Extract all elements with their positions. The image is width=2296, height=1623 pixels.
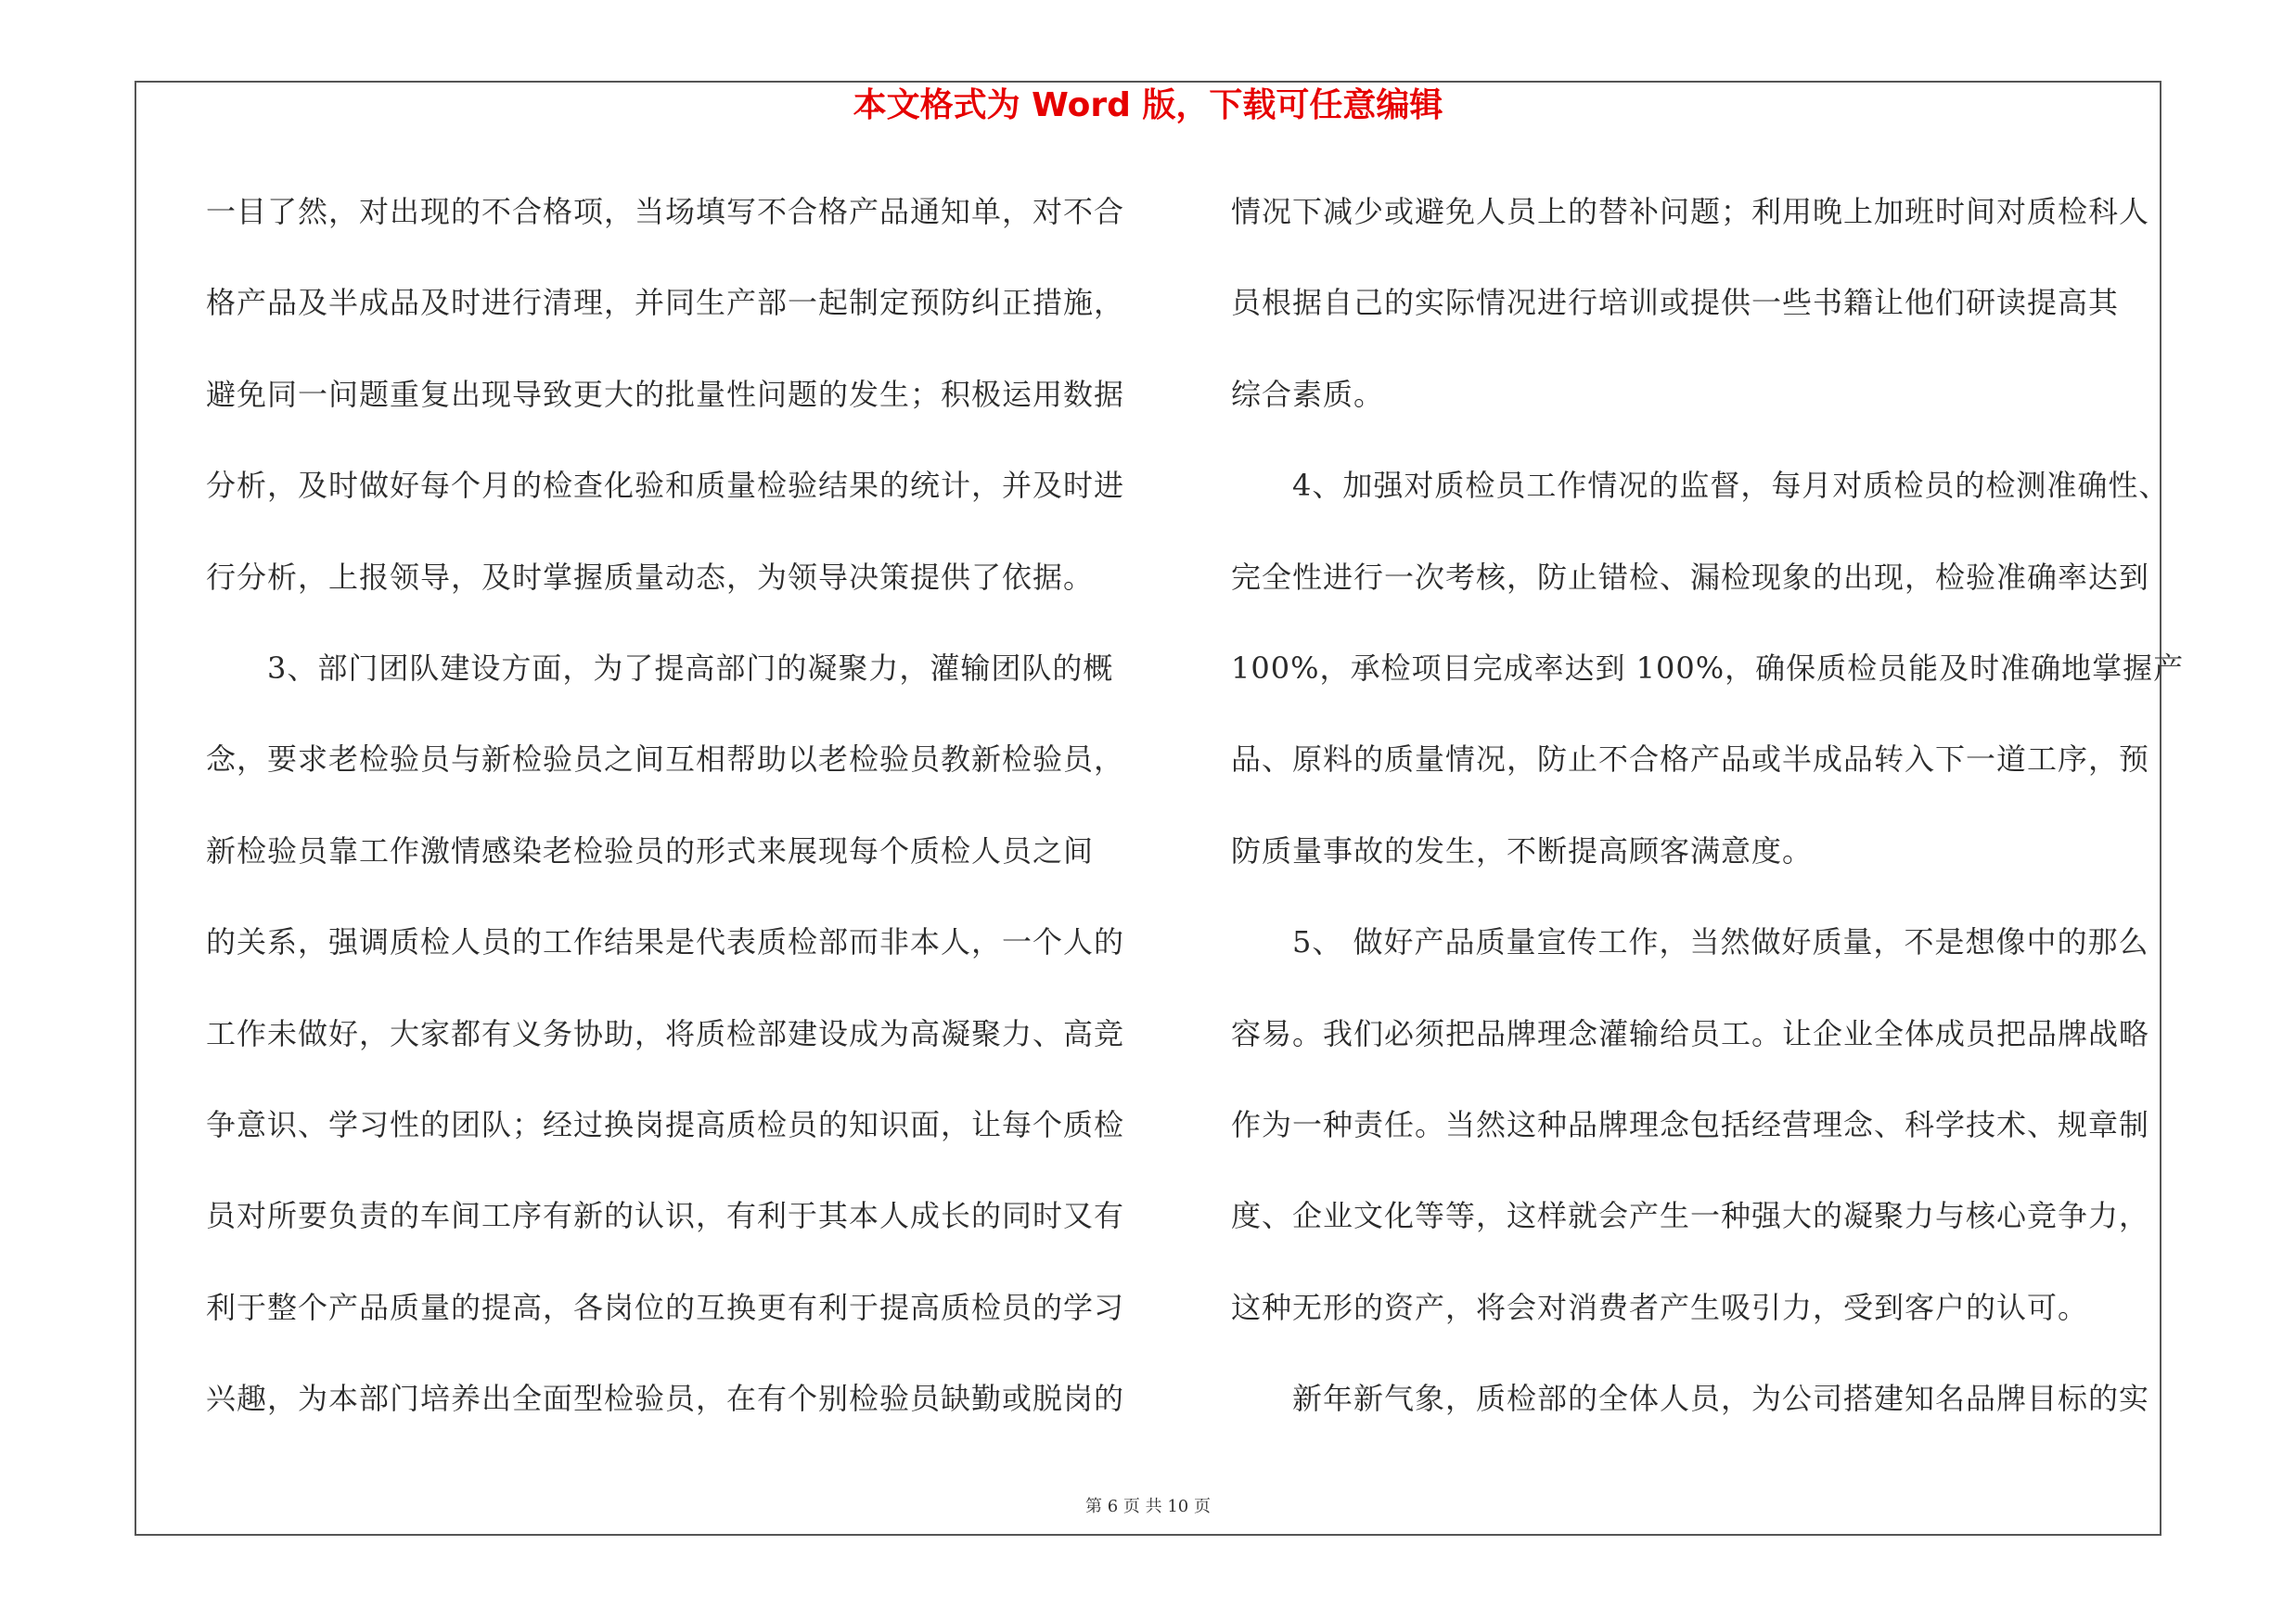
text-line: 容易。我们必须把品牌理念灌输给员工。让企业全体成员把品牌战略 (1231, 1015, 2150, 1051)
word-format-banner: 本文格式为 Word 版，下载可任意编辑 (853, 86, 1443, 124)
text-line: 综合素质。 (1231, 376, 1385, 412)
text-line: 行分析，上报领导，及时掌握质量动态，为领导决策提供了依据。 (206, 559, 1095, 595)
text-line: 利于整个产品质量的提高，各岗位的互换更有利于提高质检员的学习 (206, 1289, 1125, 1325)
text-line: 一目了然，对出现的不合格项，当场填写不合格产品通知单，对不合 (206, 194, 1125, 229)
text-line: 5、 做好产品质量宣传工作，当然做好质量，不是想像中的那么 (1231, 924, 2149, 960)
text-line: 3、部门团队建设方面，为了提高部门的凝聚力，灌输团队的概 (206, 650, 1114, 686)
text-line: 新检验员靠工作激情感染老检验员的形式来展现每个质检人员之间 (206, 832, 1095, 869)
text-line: 的关系，强调质检人员的工作结果是代表质检部而非本人，一个人的 (206, 924, 1125, 960)
left-text-column (206, 182, 1145, 1460)
text-line: 格产品及半成品及时进行清理，并同生产部一起制定预防纠正措施， (206, 285, 1125, 321)
text-line: 4、加强对质检员工作情况的监督，每月对质检员的检测准确性、 (1231, 468, 2170, 504)
text-line: 念，要求老检验员与新检验员之间互相帮助以老检验员教新检验员， (206, 741, 1125, 778)
text-line: 度、企业文化等等，这样就会产生一种强大的凝聚力与核心竞争力， (1231, 1198, 2150, 1234)
page-number: 第 6 页 共 10 页 (1085, 1497, 1211, 1516)
text-line: 完全性进行一次考核，防止错检、漏检现象的出现，检验准确率达到 (1231, 559, 2150, 595)
text-line: 避免同一问题重复出现导致更大的批量性问题的发生；积极运用数据 (206, 376, 1125, 412)
text-line: 员对所要负责的车间工序有新的认识，有利于其本人成长的同时又有 (206, 1198, 1125, 1234)
text-line: 员根据自己的实际情况进行培训或提供一些书籍让他们研读提高其 (1231, 285, 2120, 321)
right-text-column (1231, 182, 2185, 1460)
text-line: 作为一种责任。当然这种品牌理念包括经营理念、科学技术、规章制 (1231, 1106, 2150, 1142)
text-line: 工作未做好，大家都有义务协助，将质检部建设成为高凝聚力、高竞 (206, 1015, 1125, 1051)
text-line: 分析，及时做好每个月的检查化验和质量检验结果的统计，并及时进 (206, 468, 1125, 504)
text-line: 情况下减少或避免人员上的替补问题；利用晚上加班时间对质检科人 (1231, 194, 2150, 229)
text-line: 新年新气象，质检部的全体人员，为公司搭建知名品牌目标的实 (1231, 1381, 2150, 1417)
text-line: 品、原料的质量情况，防止不合格产品或半成品转入下一道工序，预 (1231, 741, 2150, 778)
text-line: 争意识、学习性的团队；经过换岗提高质检员的知识面，让每个质检 (206, 1106, 1125, 1142)
text-line: 这种无形的资产，将会对消费者产生吸引力，受到客户的认可。 (1231, 1289, 2089, 1325)
text-line: 防质量事故的发生，不断提高顾客满意度。 (1231, 832, 1814, 869)
text-line: 100%，承检项目完成率达到 100%，确保质检员能及时准确地掌握产 (1231, 650, 2185, 686)
text-line: 兴趣，为本部门培养出全面型检验员，在有个别检验员缺勤或脱岗的 (206, 1381, 1125, 1417)
